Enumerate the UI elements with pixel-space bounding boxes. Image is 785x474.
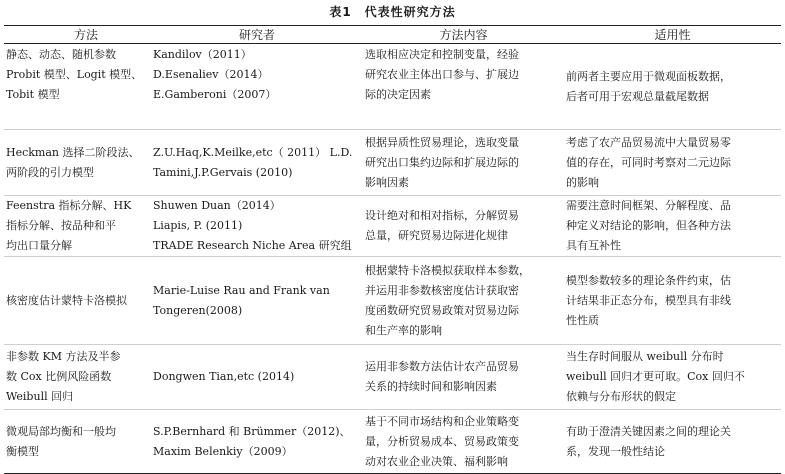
table-row [4,44,781,130]
table-row [4,196,781,257]
cell-line: 微观局部均衡和一般均 [6,424,116,438]
cell-line: Heckman 选择二阶段法、 [6,145,140,159]
cell-line: 关系的持续时间和影响因素 [365,380,497,393]
cell-method [4,196,151,257]
cell-line: 依赖与分布形状的假定 [566,390,676,403]
cell-applicability [564,196,781,257]
table-row [4,345,781,410]
cell-researchers [151,410,363,474]
cell-line: 研究农业主体出口参与、扩展边 [365,68,519,81]
cell-line: 值的存在，可同时考察对二元边际 [566,155,731,169]
cell-line: 具有互补性 [566,239,621,252]
table-row [4,410,781,474]
cell-line: 设计绝对和相对指标，分解贸易 [365,209,519,222]
cell-line: 系，发现一般性结论 [566,444,665,458]
cell-line: 影响因素 [365,175,409,189]
cell-content [363,44,564,130]
cell-line: 根据蒙特卡洛模拟获取样本参数， [365,263,530,277]
cell-line: Shuwen Duan（2014） [153,199,281,212]
cell-method [4,44,151,130]
cell-line: 考虑了农产品贸易流中大量贸易零 [566,135,731,149]
cell-line: Probit 模型、Logit 模型、 [6,68,143,81]
cell-line: 静态、动态、随机参数 [6,48,116,61]
cell-line: 数 Cox 比例风险函数 [6,370,112,383]
cell-researchers [151,130,363,196]
cell-line: 种定义对结论的影响，但各种方法 [566,219,731,232]
cell-applicability [564,257,781,345]
cell-line: Feenstra 指标分解、HK [6,199,132,212]
cell-line: 均出口量分解 [6,239,72,252]
cell-line: S.P.Bernhard 和 Brümmer（2012)、 [153,424,351,438]
cell-line: 研究出口集约边际和扩展边际的 [365,155,519,169]
cell-line: 非参数 KM 方法及半参 [6,350,121,363]
cell-line: E.Gamberoni（2007） [153,88,277,101]
header-method: 方法 [74,28,99,42]
cell-line: 度函数研究贸易政策对贸易边际 [365,303,519,317]
cell-line: 和生产率的影响 [365,323,442,337]
cell-line: Tamini,J.P.Gervais (2010) [153,165,293,179]
cell-method [4,257,151,345]
cell-line: 运用非参数方法估计农产品贸易 [365,360,519,373]
cell-method [4,410,151,474]
cell-line: Kandilov（2011） [153,48,252,61]
cell-line: 并运用非参数核密度估计获取密 [365,283,519,297]
cell-applicability [564,410,781,474]
cell-line: Marie-Luise Rau and Frank van [153,283,330,297]
cell-line: 后者可用于宏观总量截尾数据 [566,89,709,103]
cell-line: 有助于澄清关键因素之间的理论关 [566,424,731,438]
cell-content [363,410,564,474]
cell-line: Dongwen Tian,etc (2014) [153,370,295,383]
header-content: 方法内容 [439,28,488,42]
cell-line: 性性质 [566,313,599,327]
cell-line: 指标分解、按品种和平 [6,219,116,232]
header-applicability: 适用性 [654,28,691,42]
cell-applicability [564,130,781,196]
cell-line: Z.U.Haq,K.Meilke,etc（ 2011） L.D. [153,145,353,159]
cell-line: TRADE Research Niche Area 研究组 [153,239,352,252]
cell-line: 当生存时间服从 weibull 分布时 [566,350,724,363]
cell-researchers [151,196,363,257]
cell-line: Tongeren(2008) [153,303,243,317]
methods-table [4,25,781,474]
cell-line: weibull 回归才更可取。Cox 回归不 [566,370,745,383]
cell-line: 衡模型 [6,444,39,458]
cell-line: D.Esenaliev（2014） [153,68,269,81]
cell-content [363,130,564,196]
cell-line: 量，分析贸易成本、贸易政策变 [365,434,519,448]
cell-method [4,130,151,196]
cell-researchers [151,257,363,345]
header-researchers: 研究者 [238,28,275,42]
cell-line: Weibull 回归 [6,390,74,403]
cell-line: Tobit 模型 [6,88,60,101]
cell-line: 基于不同市场结构和企业策略变 [365,414,519,428]
cell-researchers [151,44,363,130]
cell-line: 根据异质性贸易理论，选取变量 [365,135,519,149]
cell-line: 需要注意时间框架、分解程度、品 [566,199,731,212]
table-caption: 表1 代表性研究方法 [329,5,456,19]
cell-line: Maxim Belenkiy（2009） [153,444,293,458]
table-header-row [4,26,781,44]
cell-line: 计结果非正态分布，模型具有非线 [566,293,731,307]
cell-line: 模型参数较多的理论条件约束，估 [566,273,731,287]
cell-line: 际的决定因素 [365,88,431,101]
cell-content [363,196,564,257]
cell-applicability [564,44,781,130]
cell-line: 总量，研究贸易边际进化规律 [365,229,508,242]
cell-line: 的影响 [566,175,599,189]
cell-line: 动对农业企业决策、福利影响 [365,454,508,468]
cell-method [4,345,151,410]
cell-content [363,257,564,345]
cell-line: 前两者主要应用于微观面板数据， [566,69,731,83]
cell-line: 两阶段的引力模型 [6,165,94,179]
cell-line: 核密度估计蒙特卡洛模拟 [6,293,127,307]
cell-content [363,345,564,410]
cell-researchers [151,345,363,410]
cell-line: Liapis, P. (2011) [153,219,243,232]
table-row [4,257,781,345]
cell-line: 选取相应决定和控制变量，经验 [365,48,519,61]
table-row [4,130,781,196]
cell-applicability [564,345,781,410]
